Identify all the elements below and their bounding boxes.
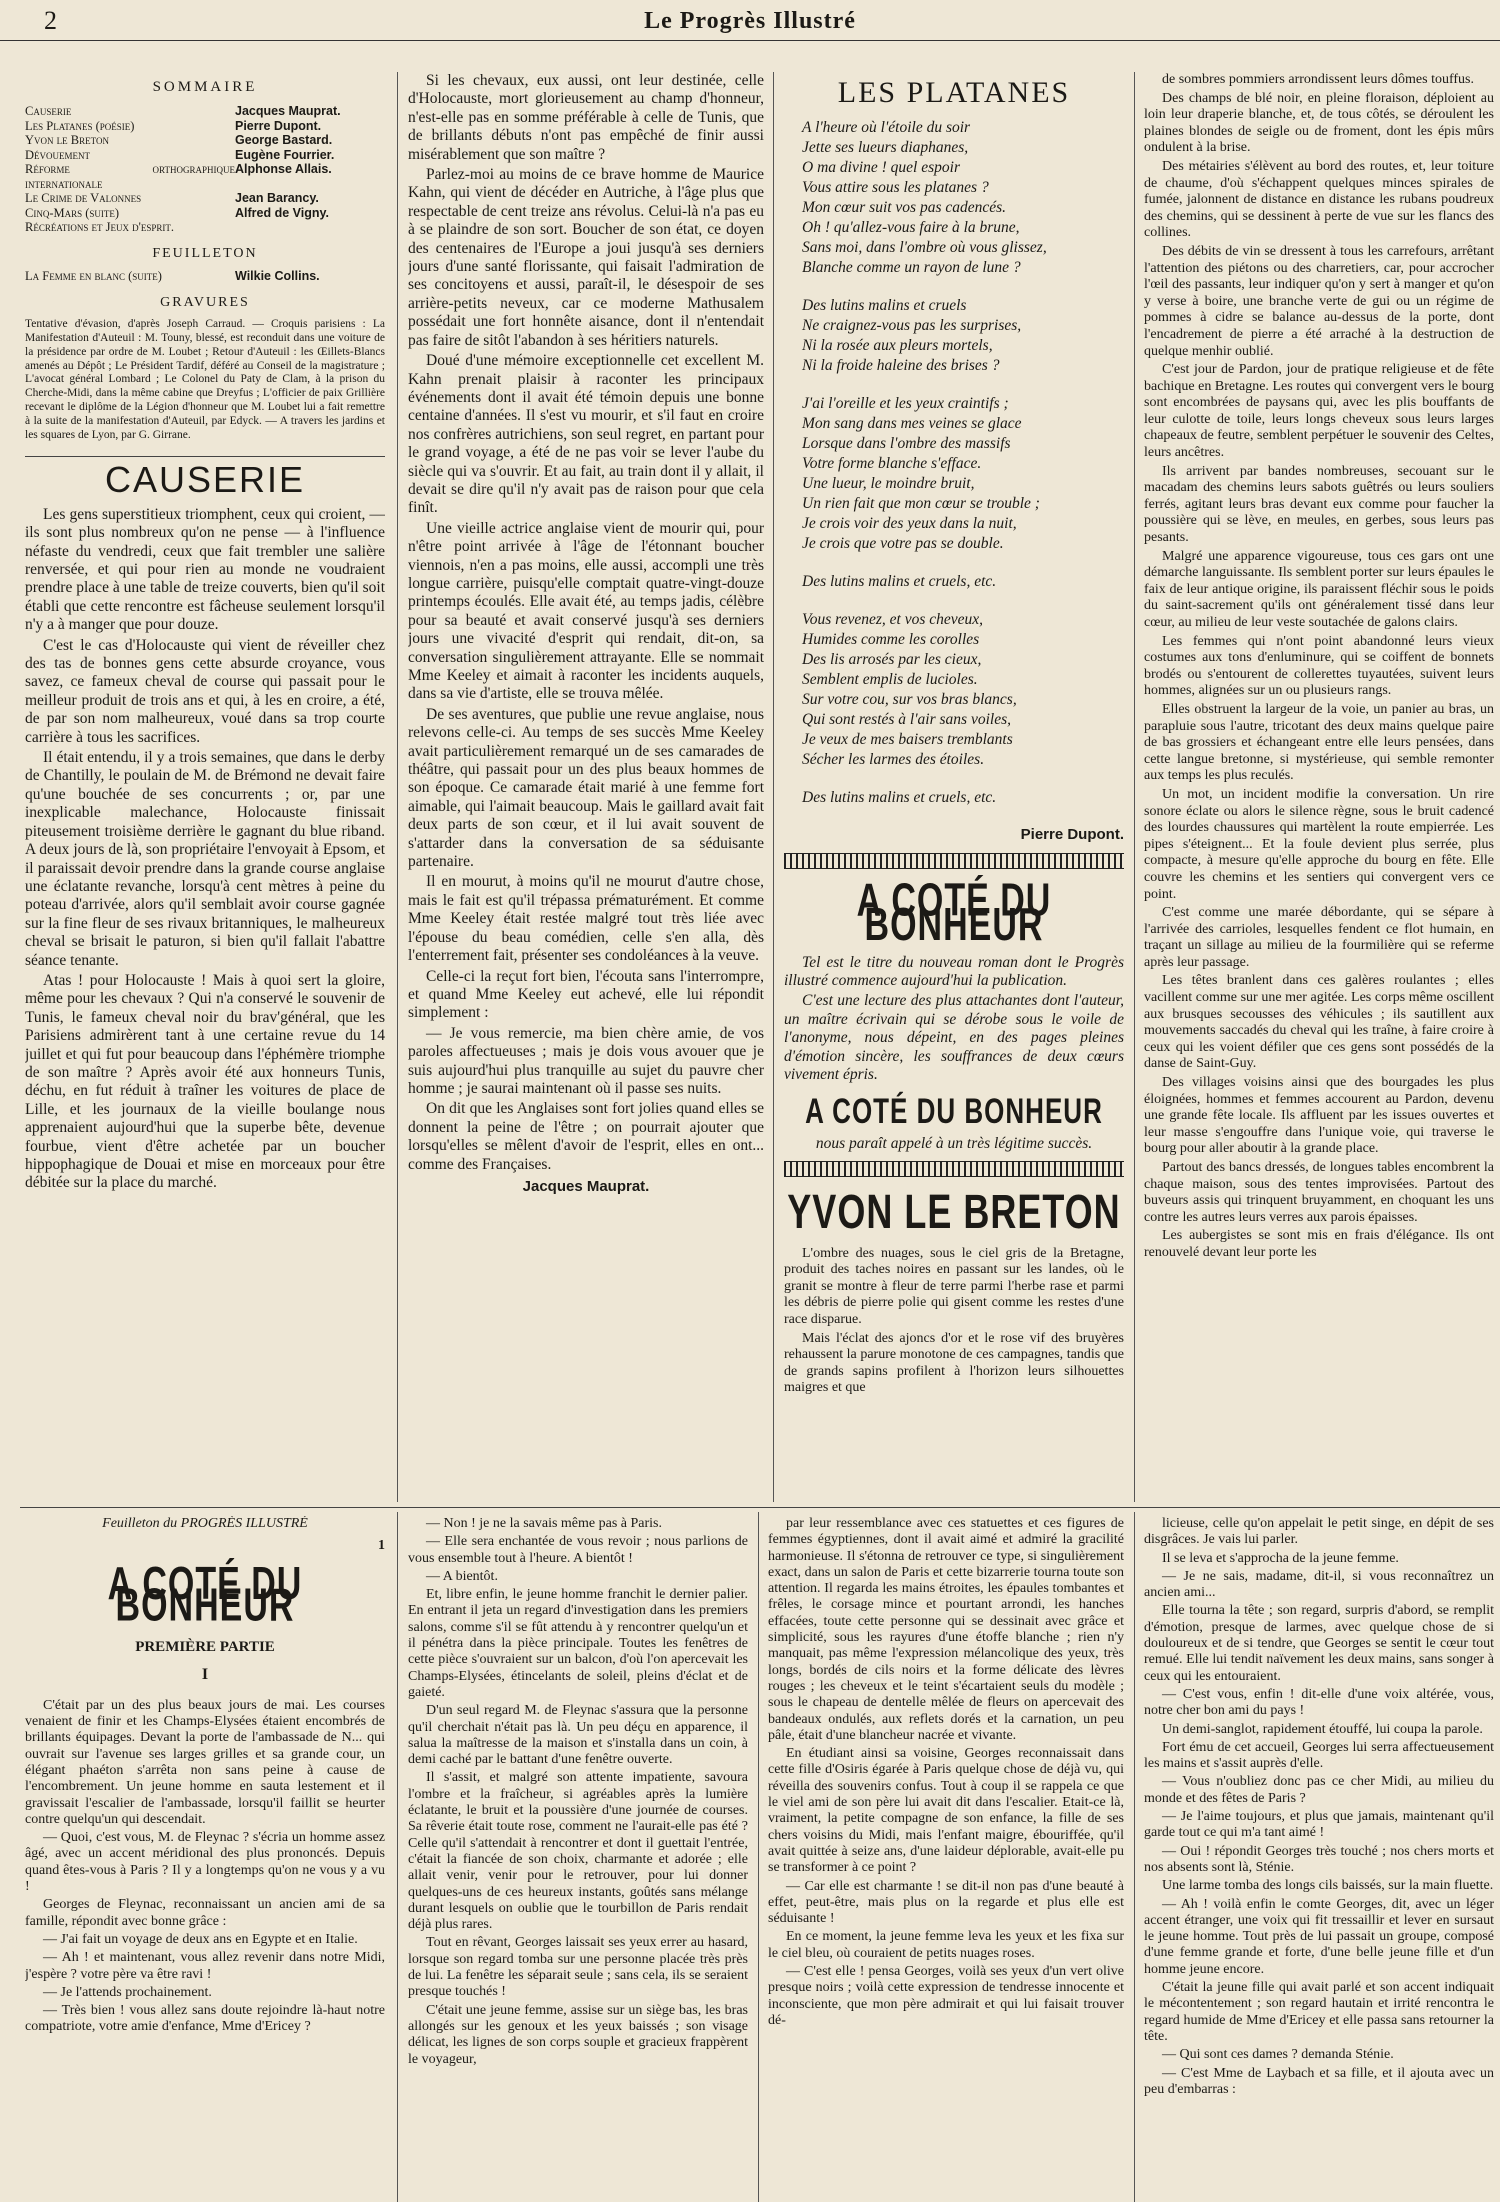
- gravures-text: Tentative d'évasion, d'après Joseph Carraud. — Croquis parisiens : La Manifestation d'Auteuil : M. Touny, blessé, est reconduit dans une voiture de la présidence par ordre de M. Loubet ; Retour d'Auteuil : les Œillets-Blancs amenés au Dépôt ; Le Président Tardif, déféré au Conseil de la magistrature ; L'avocat général Lombard ; Le Colonel du Paty de Clam, à la prison du Cherche-Midi, dans la même cabine que Dreyfus ; L'officier de paix Grillière recevant le diplôme de la Légion d'honneur que M. Loubet lui a fait remettre à la suite de la manifestation d'Auteuil, par Edyck. — A travers les jardins et les squares de Lyon, par G. Girrane.: [25, 318, 385, 441]
- sommaire-item-author: [235, 220, 385, 235]
- yvon-paragraph: Un mot, un incident modifie la conversation. Un rire sonore éclate ou alors le silence règne, sous le bruit cadencé des lourdes chaussures qui martèlent la route empierrée. Les pipes s'éteignent... Et la foule devient plus serrée, plus compacte, à mesure qu'elle approche du bourg en fête. Elle couvre les chemins et les sentiers qui convergent vers ce point.: [1144, 786, 1494, 902]
- poem-line: Lorsque dans l'ombre des massifs: [802, 435, 1011, 453]
- poem-line: Vous attire sous les platanes ?: [802, 179, 989, 197]
- poem-line: Ni la rosée aux pleurs mortels,: [802, 337, 993, 355]
- poem-line: Je crois que votre pas se double.: [802, 535, 1004, 553]
- poem-line: Ne craignez-vous pas les surprises,: [802, 317, 1022, 335]
- poem-line: Sécher les larmes des étoiles.: [802, 751, 985, 769]
- poem-line: Oh ! qu'allez-vous faire à la brune,: [802, 219, 1020, 237]
- sommaire-item-title: Le Crime de Valonnes: [25, 191, 142, 206]
- feuilleton-paragraph: — Très bien ! vous allez sans doute rejoindre là-haut notre compatriote, votre amie d'enfance, Mme d'Ericey ?: [25, 2003, 385, 2035]
- sommaire-item-author: Jacques Mauprat.: [235, 104, 341, 119]
- poem-line: J'ai l'oreille et les yeux craintifs ;: [802, 395, 1009, 413]
- poem-line: Mon cœur suit vos pas cadencés.: [802, 199, 1007, 217]
- sommaire-item-author: Pierre Dupont.: [235, 118, 322, 133]
- column-yvon-cont: [1144, 72, 1494, 1504]
- column-rule: [773, 72, 774, 1502]
- feuilleton-paragraph: — C'est Mme de Laybach et sa fille, et il ajouta avec un peu d'embarras :: [1144, 2065, 1494, 2097]
- sommaire-item-title: Récréations et Jeux d'esprit.: [25, 220, 174, 235]
- column-rule: [1134, 72, 1135, 1502]
- causerie-paragraph: On dit que les Anglaises sont fort jolies quand elles se donnent la peine de l'être ; on pourrait ajouter que lorsqu'elles se mêlent d'avoir de l'esprit, elles en ont... comme des Françaises.: [408, 1100, 764, 1173]
- poem-line: Jette ses lueurs diaphanes,: [802, 139, 969, 157]
- yvon-paragraph: Elles obstruent la largeur de la voie, un panier au bras, un parapluie sous l'autre, tricotant des deux mains quelque paire de bas grossiers et échangeant entre elle leurs pensées, dans cette langue bretonne, si mystérieuse, qui semble remonter aux temps les plus reculés.: [1144, 701, 1494, 784]
- sommaire-item: [25, 191, 385, 206]
- yvon-paragraph: Mais l'éclat des ajoncs d'or et le rose vif des bruyères rehaussent la parure monotone de ces campagnes, tandis que de grands sapins profilent à l'horizon leurs silhouettes maigres et que: [784, 1330, 1124, 1396]
- poem-line: Des lutins malins et cruels, etc.: [802, 789, 997, 807]
- causerie-paragraph: Il en mourut, à moins qu'il ne mourut d'autre chose, mais le fait est qu'il trépassa prématurément. Et comme Mme Keeley était restée malgré tout très liée avec l'épouse du beau comédien, celle s'en alla, dès l'enterrement fait, présenter ses condoléances à la veuve.: [408, 873, 764, 965]
- feuilleton-paragraph: — Car elle est charmante ! se dit-il non pas d'une beauté à effet, peut-être, mais plus on la regarde et plus elle est séduisante !: [768, 1878, 1124, 1927]
- poem-line: Des lutins malins et cruels, etc.: [802, 573, 997, 591]
- causerie-paragraph: Si les chevaux, eux aussi, ont leur destinée, celle d'Holocauste, mort glorieusement au champ d'honneur, n'est-elle pas en somme préférable à celle de Tunis, que de brillants débuts n'ont pas empêché de finir aussi misérablement que son maître ?: [408, 72, 764, 163]
- feuilleton-paragraph: — J'ai fait un voyage de deux ans en Egypte et en Italie.: [43, 1931, 358, 1947]
- feuilleton-paragraph: Il se leva et s'approcha de la jeune femme.: [1162, 1550, 1399, 1566]
- feuilleton-separator: [20, 1507, 1500, 1508]
- feuilleton-chapter: I: [201, 1666, 209, 1684]
- platanes-poem: [784, 118, 1124, 808]
- feuilleton-col2: [408, 1516, 748, 2200]
- ornament-rule: [784, 1161, 1124, 1177]
- poem-line: Un rien fait que mon cœur se trouble ;: [802, 495, 1040, 513]
- causerie-paragraph: Parlez-moi au moins de ce brave homme de Maurice Kahn, qui vient de décéder en Autriche, à l'âge plus que respectable de cent treize ans révolus. Celui-là n'a pas eu à se plaindre de son sort. Boucher de son état, ce doyen des centenaires de l'Europe a joui jusqu'à ses derniers jours d'une santé florissante, qui faisait l'admiration de ses concitoyens et aussi, paraît-il, le désespoir de ses arrière-petits neveux, car ce moderne Mathusalem possédait une fort honnête aisance, dont il n'entendait pas faire de sitôt l'abandon à ses héritiers naturels.: [408, 166, 764, 349]
- causerie-paragraph: C'est le cas d'Holocauste qui vient de réveiller chez des tas de bonnes gens cette absurde croyance, vous savez, ce fameux cheval de course qui passait pour le meilleur produit de trois ans et qui, à les en croire, a été, de par son nom malheureux, voué dans sa trop courte carrière à tous les sacrifices.: [25, 636, 385, 746]
- feuilleton-paragraph: — Oui ! répondit Georges très touché ; nos chers morts et nos absents sont là, Sténie.: [1144, 1843, 1494, 1875]
- poem-line: Vous revenez, et vos cheveux,: [802, 611, 984, 629]
- poem-line: Qui sont restés à l'air sans voiles,: [802, 711, 1011, 729]
- feuilleton-paragraph: C'était par un des plus beaux jours de mai. Les courses venaient de finir et les Champs-Elysées étaient encombrés de brillants équipages. Devant la porte de l'ambassade de N... qui ouvrait sur l'avenue ses larges grilles et sa grande cour, un élégant phaéton s'arrêta non sans peine à cause de l'encombrement. Un jeune homme en sauta lestement et il gravissait l'escalier de l'ambassade, lorsqu'il faillit se heurter contre quelqu'un qui descendait.: [25, 1697, 385, 1827]
- poem-stanza: [802, 394, 1124, 554]
- poem-line: Je veux de mes baisers tremblants: [802, 731, 1013, 749]
- poem-stanza: [802, 610, 1124, 770]
- yvon-paragraph: Partout des bancs dressés, de longues tables encombrent la chaque maison, sous des tentes improvisées. Partout des buveurs assis qui trinquent bruyamment, en choquant les uns contre les autres leurs verres aux parois épaisses.: [1144, 1160, 1494, 1225]
- yvon-paragraph: C'est jour de Pardon, jour de pratique religieuse et de fête bachique en Bretagne. Les routes qui convergent vers le bourg sont encombrées de paysans qui, avec les plis bouffants de leur culotte de toile, leurs longs cheveux sous leurs larges chapeaux de feutre, semblent perpétuer le souvenir des Celtes, leurs ancêtres.: [1144, 362, 1494, 461]
- causerie-paragraph: De ses aventures, que publie une revue anglaise, nous relevons celle-ci. Au temps de ses succès Mme Keeley avait particulièrement remarqué un de ses camarades de théâtre, qui passait pour un des plus beaux hommes de son époque. Ce camarade était marié à une femme fort aimable, qui l'aimait beaucoup. Mais le gaillard avait fait deux parts de son cœur, et il lui avait souvent de s'attarder dans la conversation de sa séduisante partenaire.: [408, 705, 764, 871]
- feuilleton-paragraph: Il s'assit, et malgré son attente impatiente, savoura l'ombre et la fraîcheur, si agréables après la lumière éclatante, le bruit et la poussière d'une journée de courses. Sa rêverie était toute rose, comment ne l'aurait-elle pas été ? Celle qu'il s'attendait à rencontrer et dont il guettait l'entrée, c'était la fiancée de son choix, charmante et adorée ; elle allait venir, venir pour le retrouver, pour lui donner quelques-uns de ces heureux instants, goûtés sans mélange durant lesquels on oublie que le tourbillon de Paris rendait déjà plus rares.: [408, 1770, 748, 1933]
- causerie-paragraph: — Je vous remercie, ma bien chère amie, de vos paroles affectueuses ; mais je dois vous avouer que je suis aujourd'hui plus tranquille au sujet du pauvre cher homme ; je saurai maintenant où il passe ses nuits.: [408, 1024, 764, 1097]
- feuilleton-paragraph: En ce moment, la jeune femme leva les yeux et les fixa sur le ciel bleu, où couraient de petits nuages roses.: [768, 1929, 1124, 1961]
- column-rule: [397, 72, 398, 1502]
- feuilleton-item-title: La Femme en blanc (suite): [25, 269, 162, 284]
- yvon-heading: YVON LE BRETON: [787, 1183, 1121, 1240]
- yvon-paragraph: Des métairies s'élèvent au bord des routes, et, leur toiture de chaume, d'où s'échappent quelques minces spirales de fumée, jalonnent de distance en distance les rubans poudreux des chemins, qui se dessinent à perte de vue sur les flancs des collines.: [1144, 158, 1494, 241]
- feuilleton-paragraph: C'était la jeune fille qui avait parlé et son accent indiquait le mécontentement ; son regard hautain et irrité rencontra le regard humide de Mme d'Ericey et elle passa sans retourner la tête.: [1144, 1980, 1494, 2044]
- feuilleton-label: Feuilleton du PROGRÈS ILLUSTRÉ: [102, 1516, 308, 1531]
- causerie-text-part2: [408, 72, 764, 1174]
- sommaire-item-title: Yvon le Breton: [25, 133, 109, 148]
- causerie-paragraph: Il était entendu, il y a trois semaines, que dans le derby de Chantilly, le poulain de M. de Brémond ne devait faire qu'une bouchée de ses concurrents ; or, par une inexplicable malechance, Holocauste finissait piteusement troisième derrière le gagnant du blue riband. A deux jours de là, son propriétaire l'envoyait à Epsom, et il paraissait devoir prendre dans la grande course anglaise une éclatante revanche, lorsqu'à cent mètres à peine du poteau d'arrivée, alors qu'il semblait avoir course gagnée sur la fine fleur de ses rivaux britanniques, le malheureux cheval se brisait le paturon, si bien qu'il fallait l'abattre séance tenante.: [25, 749, 385, 969]
- annonce-title-repeat: A COTÉ DU BONHEUR: [805, 1091, 1103, 1132]
- feuilleton-number: 1: [378, 1538, 385, 1554]
- causerie-paragraph: Une vieille actrice anglaise vient de mourir qui, pour n'être point arrivée à l'âge de l'étonnant boucher viennois, n'en a pas moins, elle aussi, accompli une très longue carrière, puisqu'elle comptait quatre-vingt-douze printemps écoulés. Elle avait été, au temps jadis, célèbre pour sa beauté et avait conservé jusqu'à ses derniers jours une vivacité d'esprit qui rendait, dit-on, sa conversation singulièrement attrayante. Elle se nommait Mme Keeley et aimait à raconter les incidents auquels, dans sa vie d'artiste, elle se trouva mêlée.: [408, 519, 764, 703]
- feuilleton-paragraph: — Je ne sais, madame, dit-il, si vous reconnaîtrez un ancien ami...: [1144, 1568, 1494, 1601]
- poem-line: Sur votre cou, sur vos bras blancs,: [802, 691, 1017, 709]
- feuilleton-paragraph: Une larme tomba des longs cils baissés, sur la main fluette.: [1162, 1878, 1494, 1894]
- feuilleton-paragraph: par leur ressemblance avec ces statuettes et ces figures de femmes égyptiennes, dont il avait aimé et admiré la gracilité harmonieuse. Il s'étonna de retrouver ce type, si singulièrement exact, dans un salon de Paris et cette bizarrerie tourna toute son attention. Il regarda les mains étroites, les épaules tombantes et frêles, le corsage mince et pourtant arrondi, les hanches effacées, toute cette personne qui se dessinait avec grâce et simplicité, sous les rayures d'une étoffe blanche ; rien n'y manquait, pas même l'expression mélancolique des yeux, très longs, bordés de cils noirs et la forme délicate des lèvres rouges ; les cheveux et le teint s'écartaient seuls du modèle ; sous le chapeau de dentelle mêlée de fleurs on apercevait des bandeaux ondulés, aux reflets dorés et la carnation, un peu pâle, était d'une blancheur nacrée et vivante.: [768, 1516, 1124, 1743]
- causerie-paragraph: Atas ! pour Holocauste ! Mais à quoi sert la gloire, même pour les chevaux ? Qui n'a conservé le souvenir de Tunis, le fameux cheval noir du brav'général, que les Parisiens admirèrent tant à une certaine revue du 14 juillet et qui fut pour beaucoup dans l'éphémère triomphe de son maître ? Après avoir été aux honneurs Tunis, déchu, en fut réduit à traîner les voitures de place de Lille, et les journaux de la vieille boulange nous apprenaient aujourd'hui que la superbe bête, devenue fourbue, vient d'être achetée par un boucher hippophagique de Douai et mise en morceaux pour être débitée sur la place du marché.: [25, 971, 385, 1192]
- sommaire-item: [25, 119, 385, 134]
- poem-line: O ma divine ! quel espoir: [802, 159, 960, 177]
- poem-line: Blanche comme un rayon de lune ?: [802, 259, 1021, 277]
- platanes-signature: Pierre Dupont.: [1020, 826, 1124, 844]
- sommaire-item: [25, 162, 385, 191]
- poem-stanza: [802, 118, 1124, 278]
- column-sommaire-causerie: [25, 72, 385, 1504]
- sommaire-heading: SOMMAIRE: [152, 79, 258, 95]
- feuilleton-paragraph: Un demi-sanglot, rapidement étouffé, lui coupa la parole.: [1162, 1721, 1483, 1737]
- column-causerie-cont: [408, 72, 764, 1504]
- yvon-text-part2: [1144, 72, 1494, 1262]
- feuilleton-paragraph: — C'est vous, enfin ! dit-elle d'une voix altérée, vous, notre cher bon ami du pays !: [1144, 1686, 1494, 1719]
- feuilleton-paragraph: C'était une jeune femme, assise sur un siège bas, les bras allongés sur les genoux et les yeux baissés ; son visage délicat, les lignes de son corps souple et gracieux frappèrent le voyageur,: [408, 2002, 748, 2067]
- sommaire-item-title: Causerie: [25, 104, 72, 119]
- feuilleton-col3: [768, 1516, 1124, 2200]
- causerie-paragraph: Celle-ci la reçut fort bien, l'écouta sans l'interrompre, et quand Mme Keeley eut achevé, elle lui répondit simplement :: [408, 967, 764, 1022]
- annonce-text2: C'est une lecture des plus attachantes dont l'auteur, un maître écrivain qui se dérobe sous le voile de l'anonyme, nous dépeint, en des pages pleines d'émotion sincère, les souffrances de deux cœurs vivement épris.: [784, 992, 1124, 1084]
- feuilleton-paragraph: Elle tourna la tête ; son regard, surpris d'abord, se remplit d'émotion, presque de larmes, avec quelque chose de si douloureux et de si tendre, que Georges se sentit le cœur tout remué. Elle lui tendit naïvement les deux mains, sans songer à ceux qui les entouraient.: [1144, 1603, 1494, 1684]
- poem-stanza: [802, 572, 1124, 592]
- causerie-text-part1: [25, 506, 385, 1193]
- yvon-paragraph: Malgré une apparence vigoureuse, tous ces gars ont une démarche languissante. Ils semblent porter sur leurs épaules le faix de leur antique origine, ils paraissent fléchir sous le poids du saint-sacrement qu'ils ont généralement tissé dans leur cœur, au milieu de leur veste soutachée de galons clairs.: [1144, 548, 1494, 630]
- feuilleton-paragraph: En étudiant ainsi sa voisine, Georges reconnaissait dans cette fille d'Osiris égarée à Paris quelque chose de déjà vu, qui réveilla des souvenirs confus. Tout à coup il se rappela ce que le viel ami de son père lui avait dit dans l'escalier. Etait-ce là, vraiment, la petite compagne de son enfance, la fille de ses chers voisins du Midi, mais l'enfant maigre, ébouriffée, qu'il avait quittée à seize ans, d'une laideur déplorable, avait-elle pu se transformer à ce point ?: [768, 1746, 1124, 1876]
- sommaire-item-title: Dévouement: [25, 147, 91, 162]
- annonce-text1: Tel est le titre du nouveau roman dont le Progrès illustré commence aujourd'hui la publication.: [784, 953, 1124, 990]
- feuilleton-paragraph: — Non ! je ne la savais même pas à Paris.: [426, 1516, 662, 1531]
- feuilleton-paragraph: Et, libre enfin, le jeune homme franchit le dernier palier. En entrant il jeta un regard d'investigation dans les premiers salons, comme s'il se fût attendu à y rencontrer quelqu'un et il pénétra dans la pièce principale. Toutes les fenêtres de cette pièce s'ouvraient sur un balcon, d'où l'on apercevait les Champs-Elysées, étincelants de soleil, pleins d'éclat et de gaieté.: [408, 1587, 748, 1700]
- yvon-paragraph: Les aubergistes se sont mis en frais d'élégance. Ils ont renouvelé devant leur porte les: [1144, 1228, 1494, 1260]
- sommaire-list: [25, 104, 385, 235]
- yvon-paragraph: Des débits de vin se dressent à tous les carrefours, arrêtant l'attention des piétons ou des charretiers, car, pour accrocher l'œil des passants, leur indiquer qu'on y sert à manger et qu'on y verse à boire, une branche verte de gui ou un régime de pommes à cidre se balance au-dessus de la porte, dont l'encadrement de pierre a été arraché à la destruction de quelque menhir oublié.: [1144, 243, 1494, 359]
- yvon-paragraph: C'est comme une marée débordante, qui se sépare à l'arrivée des carrioles, lesquelles fendent ce flot humain, en traçant un sillage au milieu de la fourmilière qui se referme après leur passage.: [1144, 905, 1494, 970]
- feuilleton-text-part2: [408, 1516, 748, 2068]
- poem-line: Humides comme les corolles: [802, 631, 980, 649]
- column-platanes: [784, 72, 1124, 1504]
- feuilleton-paragraph: — Quoi, c'est vous, M. de Fleynac ? s'écria un homme assez âgé, avec un accent méridional des plus prononcés. Depuis quand êtes-vous à Paris ? Il y a longtemps qu'on ne vous y a vu !: [25, 1830, 385, 1895]
- yvon-paragraph: Les femmes qui n'ont point abandonné leurs vieux costumes aux tons d'enluminure, qui se coiffent de bonnets brodés ou s'entourent de collerettes tuyautées, suivent leurs hommes, alignées sur un ou plusieurs rangs.: [1144, 633, 1494, 699]
- poem-stanza: [802, 788, 1124, 808]
- gravures-heading: GRAVURES: [160, 294, 250, 310]
- feuilleton-paragraph: — Qui sont ces dames ? demanda Sténie.: [1162, 2047, 1394, 2063]
- sommaire-item: [25, 133, 385, 148]
- ornament-rule: [784, 853, 1124, 869]
- feuilleton-col4: [1144, 1516, 1494, 2200]
- feuilleton-item: [25, 269, 385, 284]
- feuilleton-paragraph: — Je l'aime toujours, et plus que jamais, maintenant qu'il garde tout ce qui m'a tant aimé !: [1144, 1809, 1494, 1841]
- yvon-paragraph: Des champs de blé noir, en pleine floraison, déploient au loin leur draperie blanche, et, de tous côtés, se déroulent les plaines blondes de seigle ou de froment, dont les épis mûrs ondulent à la brise.: [1144, 90, 1494, 156]
- sommaire-item-author: George Bastard.: [235, 133, 333, 148]
- page-number: 2: [44, 6, 57, 35]
- yvon-paragraph: L'ombre des nuages, sous le ciel gris de la Bretagne, produit des taches noires en passant sur les landes, où le granit se montre à fleur de terre parmi l'herbe rase et parmi les débris de pierre polie qui gisent comme les restes d'une race disparue.: [784, 1245, 1124, 1328]
- newspaper-title: Le Progrès Illustré: [644, 8, 856, 34]
- sommaire-item-title: Réforme orthographique internationale: [25, 162, 235, 191]
- poem-line: Sans moi, dans l'ombre où vous glissez,: [802, 239, 1047, 257]
- sommaire-item: [25, 206, 385, 221]
- sommaire-item: [25, 104, 385, 119]
- feuilleton-paragraph: — A bientôt.: [426, 1568, 498, 1584]
- column-rule: [1134, 1512, 1135, 2202]
- yvon-paragraph: de sombres pommiers arrondissent leurs dômes touffus.: [1162, 72, 1474, 87]
- feuilleton-paragraph: — Vous n'oubliez donc pas ce cher Midi, au milieu du monde et des fêtes de Paris ?: [1144, 1774, 1494, 1806]
- feuilleton-paragraph: Fort ému de cet accueil, Georges lui serra affectueusement les mains et s'assit auprès d'elle.: [1144, 1739, 1494, 1772]
- sommaire-item-author: Jean Barancy.: [235, 191, 319, 206]
- sommaire-item-author: Alphonse Allais.: [235, 162, 332, 177]
- annonce-title: A COTÉ DU BONHEUR: [856, 874, 1052, 952]
- causerie-heading: CAUSERIE: [104, 459, 306, 501]
- poem-line: Votre forme blanche s'efface.: [802, 455, 982, 473]
- poem-line: Des lutins malins et cruels: [802, 297, 967, 315]
- feuilleton-paragraph: Georges de Fleynac, reconnaissant un ancien ami de sa famille, répondit avec bonne grâce :: [25, 1897, 385, 1929]
- feuilleton-col1: [25, 1516, 385, 2200]
- poem-line: Je crois voir des yeux dans la nuit,: [802, 515, 1017, 533]
- feuilleton-item-author: Wilkie Collins.: [235, 269, 320, 284]
- sommaire-item-title: Les Platanes (poésie): [25, 118, 135, 133]
- feuilleton-paragraph: licieuse, celle qu'on appelait le petit singe, en dépit de ses disgrâces. Je vais lui parler.: [1144, 1516, 1494, 1548]
- poem-line: Une lueur, le moindre bruit,: [802, 475, 975, 493]
- feuilleton-paragraph: — Elle sera enchantée de vous revoir ; nous parlions de vous ensemble tout à l'heure. A bientôt !: [408, 1534, 748, 1566]
- feuilleton-paragraph: Tout en rêvant, Georges laissait ses yeux errer au hasard, lorsque son regard tomba sur une personne placée très près de lui. La fenêtre les séparait seule ; sans cela, ils se seraient presque touchés !: [408, 1935, 748, 2000]
- poem-line: A l'heure où l'étoile du soir: [802, 119, 971, 137]
- masthead: [0, 0, 1500, 41]
- yvon-paragraph: Des villages voisins ainsi que des bourgades les plus éloignées, hommes et femmes accourent au Pardon, devenu une grande fête locale. Ils affluent par les issues ouvertes et leur masse s'engouffre dans l'unique voie, qui traverse le bourg pour aller aboutir à la grande place.: [1144, 1075, 1494, 1157]
- feuilleton-paragraph: — Ah ! et maintenant, vous allez revenir dans notre Midi, j'espère ? votre père va être ravi !: [25, 1950, 385, 1982]
- feuilleton-text-part3: [768, 1516, 1124, 2029]
- sommaire-item: [25, 220, 385, 235]
- section-rule: [25, 456, 385, 457]
- column-rule: [397, 1512, 398, 2202]
- sommaire-item-title: Cinq-Mars (suite): [25, 205, 120, 220]
- poem-stanza: [802, 296, 1124, 376]
- poem-line: Mon sang dans mes veines se glace: [802, 415, 1022, 433]
- feuilleton-paragraph: — Je l'attends prochainement.: [43, 1984, 212, 2000]
- yvon-paragraph: Les têtes branlent dans ces galères roulantes ; elles vacillent comme sur une mer agitée. Les corps même oscillent aux brusques secousses des véhicules ; ils sautillent aux mouvements saccadés du cheval qui les traîne, à faire croire à ceux qui les voient défiler que ces gens sont possédés de la danse de Saint-Guy.: [1144, 973, 1494, 1072]
- poem-line: Des lis arrosés par les cieux,: [802, 651, 982, 669]
- feuilleton-title: A COTÉ DU BONHEUR: [107, 1558, 303, 1632]
- feuilleton-part: PREMIÈRE PARTIE: [135, 1639, 275, 1656]
- column-rule: [758, 1512, 759, 2202]
- yvon-text-part1: [784, 1246, 1124, 1397]
- feuilleton-heading: FEUILLETON: [152, 245, 258, 261]
- poem-line: Ni la froide haleine des brises ?: [802, 357, 1000, 375]
- causerie-signature: Jacques Mauprat.: [522, 1177, 650, 1195]
- poem-line: Semblent emplis de lucioles.: [802, 671, 978, 689]
- feuilleton-paragraph: — Ah ! voilà enfin le comte Georges, dit, avec un léger accent étranger, une voix qui fit tressaillir et lever en sursaut le jeune homme. Tout près de lui passait un groupe, composé d'une femme grande et forte, d'une belle jeune fille et d'un homme jeune encore.: [1144, 1896, 1494, 1977]
- sommaire-item: [25, 148, 385, 163]
- platanes-heading: LES PLATANES: [837, 76, 1071, 109]
- causerie-paragraph: Les gens superstitieux triomphent, ceux qui croient, — ils sont plus nombreux qu'on ne pense — à l'influence néfaste du vendredi, ceux que fait trembler une salière renversée, et qui pour rien au monde ne voudraient prendre place à une table de treize couverts, bien qu'il soit établi que cette rencontre est fâcheuse seulement lorsqu'il n'y a à manger que pour douze.: [25, 505, 385, 634]
- yvon-paragraph: Ils arrivent par bandes nombreuses, secouant sur le macadam des chemins leurs sabots guêtrés ou leurs souliers ferrés, agitant leurs bras devant eux comme pour faucher la poussière qui se lève, en meules, en gerbes, sous leurs pas pesants.: [1144, 463, 1494, 546]
- feuilleton-paragraph: D'un seul regard M. de Fleynac s'assura que la personne qu'il cherchait n'était pas là. Un peu déçu en apparence, il salua la maîtresse de la maison et s'installa dans un coin, à demi caché par le battant d'une fenêtre ouverte.: [408, 1703, 748, 1768]
- causerie-paragraph: Doué d'une mémoire exceptionnelle cet excellent M. Kahn prenait plaisir à raconter les principaux événements dont il avait été témoin depuis une bonne centaine d'années. Il s'est vu mourir, et s'il faut en croire nos confrères autrichiens, son seul regret, en partant pour le grand voyage, a été de ne pas voir se lever l'aube du siècle qui va s'ouvrir. Et au fait, au train dont il y allait, il devait se dire qu'il n'y avait pas de raison pour que cela finît.: [408, 352, 764, 517]
- annonce-text3: nous paraît appelé à un très légitime succès.: [815, 1134, 1093, 1152]
- feuilleton-text-part1: [25, 1698, 385, 2036]
- feuilleton-paragraph: — C'est elle ! pensa Georges, voilà ses yeux d'un vert olive presque noirs ; voilà cette expression de tendresse innocente et inconsciente, que mon père admirait et qui lui faisait trouver dé-: [768, 1964, 1124, 2028]
- sommaire-item-author: Eugène Fourrier.: [235, 147, 335, 162]
- feuilleton-text-part4: [1144, 1516, 1494, 2098]
- sommaire-item-author: Alfred de Vigny.: [235, 205, 330, 220]
